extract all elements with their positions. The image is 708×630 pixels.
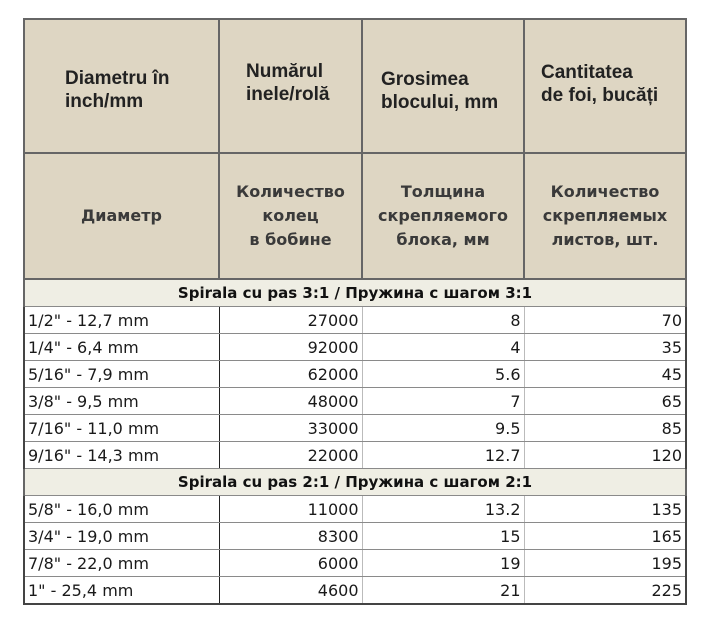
thickness-cell: 21 [362, 577, 524, 605]
header-rings-ru: Количество колец в бобине [219, 153, 362, 279]
rings-cell: 22000 [219, 442, 362, 469]
diameter-cell: 1/4" - 6,4 mm [24, 334, 219, 361]
header-diameter-ru: Диаметр [24, 153, 219, 279]
rings-cell: 62000 [219, 361, 362, 388]
rings-cell: 33000 [219, 415, 362, 442]
sheets-cell: 45 [524, 361, 686, 388]
thickness-cell: 8 [362, 307, 524, 334]
sheets-cell: 165 [524, 523, 686, 550]
spiral-spec-table [23, 18, 687, 605]
header-thickness-ro: Grosimea blocului, mm [362, 19, 524, 153]
table-row [24, 307, 686, 334]
thickness-cell: 5.6 [362, 361, 524, 388]
rings-cell: 6000 [219, 550, 362, 577]
header-diameter-ro: Diametru în inch/mm [24, 19, 219, 153]
rings-cell: 4600 [219, 577, 362, 605]
thickness-cell: 19 [362, 550, 524, 577]
header-row-russian [24, 153, 686, 279]
header-sheets-ru: Количество скрепляемых листов, шт. [524, 153, 686, 279]
sheets-cell: 85 [524, 415, 686, 442]
section-header-pitch-3-1 [24, 279, 686, 307]
header-thickness-ru: Толщина скрепляемого блока, мм [362, 153, 524, 279]
diameter-cell: 7/8" - 22,0 mm [24, 550, 219, 577]
sheets-cell: 35 [524, 334, 686, 361]
diameter-cell: 5/16" - 7,9 mm [24, 361, 219, 388]
thickness-cell: 7 [362, 388, 524, 415]
rings-cell: 8300 [219, 523, 362, 550]
rings-cell: 92000 [219, 334, 362, 361]
sheets-cell: 135 [524, 496, 686, 523]
header-row-romanian [24, 19, 686, 153]
sheets-cell: 195 [524, 550, 686, 577]
table-row [24, 361, 686, 388]
diameter-cell: 3/4" - 19,0 mm [24, 523, 219, 550]
diameter-cell: 1/2" - 12,7 mm [24, 307, 219, 334]
diameter-cell: 7/16" - 11,0 mm [24, 415, 219, 442]
sheets-cell: 70 [524, 307, 686, 334]
table-row [24, 577, 686, 605]
rings-cell: 11000 [219, 496, 362, 523]
thickness-cell: 4 [362, 334, 524, 361]
table-row [24, 415, 686, 442]
diameter-cell: 1" - 25,4 mm [24, 577, 219, 605]
thickness-cell: 12.7 [362, 442, 524, 469]
table-row [24, 388, 686, 415]
diameter-cell: 3/8" - 9,5 mm [24, 388, 219, 415]
rings-cell: 27000 [219, 307, 362, 334]
sheets-cell: 120 [524, 442, 686, 469]
section-header-pitch-2-1 [24, 469, 686, 496]
section-title: Spirala cu pas 3:1 / Пружина с шагом 3:1 [24, 279, 686, 307]
sheets-cell: 225 [524, 577, 686, 605]
header-sheets-ro: Cantitatea de foi, bucăți [524, 19, 686, 153]
table-row [24, 523, 686, 550]
diameter-cell: 9/16" - 14,3 mm [24, 442, 219, 469]
table-row [24, 496, 686, 523]
table-row [24, 442, 686, 469]
sheets-cell: 65 [524, 388, 686, 415]
rings-cell: 48000 [219, 388, 362, 415]
diameter-cell: 5/8" - 16,0 mm [24, 496, 219, 523]
thickness-cell: 9.5 [362, 415, 524, 442]
thickness-cell: 13.2 [362, 496, 524, 523]
table-row [24, 550, 686, 577]
section-title: Spirala cu pas 2:1 / Пружина с шагом 2:1 [24, 469, 686, 496]
table-row [24, 334, 686, 361]
header-rings-ro: Numărul inele/rolă [219, 19, 362, 153]
thickness-cell: 15 [362, 523, 524, 550]
